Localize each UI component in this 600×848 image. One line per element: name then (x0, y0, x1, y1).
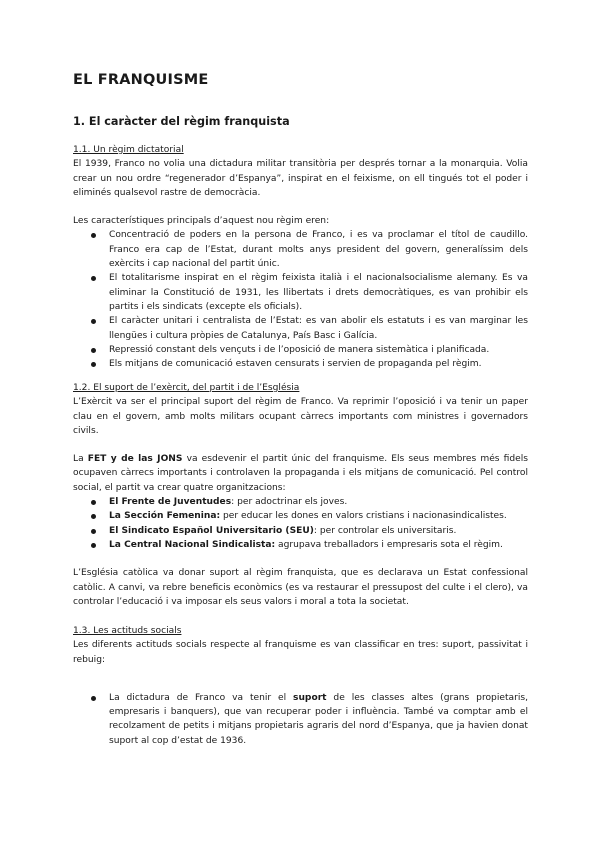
list-item: La Central Nacional Sindicalista: agrupava treballadors i empresaris sota el règim. (73, 538, 528, 552)
subsection-1-1 (73, 143, 528, 371)
subsection-heading: 1.2. El suport de l’exèrcit, del partit i de l’Església (73, 383, 300, 393)
paragraph: L’Exèrcit va ser el principal suport del règim de Franco. Va reprimir l’oposició i va tenir un paper clau en el govern, amb molts militars ocupant càrrecs importants com ministres i governadors civils. (73, 397, 528, 436)
party-name: FET y de las JONS (87, 454, 183, 465)
list-item: El totalitarisme inspirat en el règim feixista italià i el nacionalsocialisme alemany. Es va eliminar la Constitució de 1931, les llibertats i drets democràtiques, es van prohibir els partits i els sindicats (excepte els oficials). (73, 271, 528, 314)
list-item: El Sindicato Español Universitario (SEU): per controlar els universitaris. (73, 524, 528, 538)
list-item: Els mitjans de comunicació estaven censurats i servien de propaganda pel règim. (73, 357, 528, 371)
list-item: La Sección Femenina: per educar les dones en valors cristians i nacionasindicalistes. (73, 509, 528, 523)
paragraph: Les diferents actituds socials respecte al franquisme es van classificar en tres: suport, passivitat i rebuig: (73, 640, 528, 665)
list-item: La dictadura de Franco va tenir el suport de les classes altes (grans propietaris, empresaris i banquers), que van recuperar poder i influència. També va comptar amb el recolzament de petits i mitjans propietaris agraris del nord d’Espanya, que ja havien donat suport al cop d’estat de 1936. (73, 691, 528, 748)
list-intro: Les característiques principals d’aquest nou règim eren: (73, 216, 330, 227)
subsection-1-2 (73, 381, 528, 609)
document-title: EL FRANQUISME (73, 72, 209, 88)
paragraph: La FET y de las JONS va esdevenir el partit únic del franquisme. Els seus membres més fidels ocupaven càrrecs importants i controlaven la propaganda i els mitjans de comunicació. Pel control social, el partit va crear quatre organitzacions: (73, 454, 528, 493)
paragraph: El 1939, Franco no volia una dictadura militar transitòria per després tornar a la monarquia. Volia crear un nou ordre “regenerador d’Espanya”, inspirat en el feixisme, on ell tingués tot el poder i eliminés qualsevol rastre de democràcia. (73, 159, 528, 198)
list-item: Concentració de poders en la persona de Franco, i es va proclamar el títol de caudillo. Franco era cap de l’Estat, durant molts anys president del govern, generalíssim dels exèrcits i cap nacional del partit únic. (73, 228, 528, 271)
section-heading: 1. El caràcter del règim franquista (73, 115, 290, 128)
characteristics-list (73, 228, 528, 371)
attitudes-list (73, 691, 528, 748)
paragraph: L’Església catòlica va donar suport al règim franquista, que es declarava un Estat confessional catòlic. A canvi, va rebre beneficis econòmics (es va restaurar el pressupost del culte i el clero), va controlar l’educació i va imposar els seus valors i moral a tota la societat. (73, 568, 528, 607)
list-item: El caràcter unitari i centralista de l’Estat: es van abolir els estatuts i es van marginar les llengües i cultura pròpies de Catalunya, País Basc i Galícia. (73, 314, 528, 343)
list-item: Repressió constant dels vençuts i de l’oposició de manera sistemàtica i planificada. (73, 343, 528, 357)
organizations-list (73, 495, 528, 552)
support-word: suport (293, 692, 327, 703)
subsection-1-3 (73, 624, 528, 748)
list-item: El Frente de Juventudes: per adoctrinar els joves. (73, 495, 528, 509)
subsection-heading: 1.1. Un règim dictatorial (73, 145, 184, 155)
subsection-heading: 1.3. Les actituds socials (73, 626, 182, 636)
